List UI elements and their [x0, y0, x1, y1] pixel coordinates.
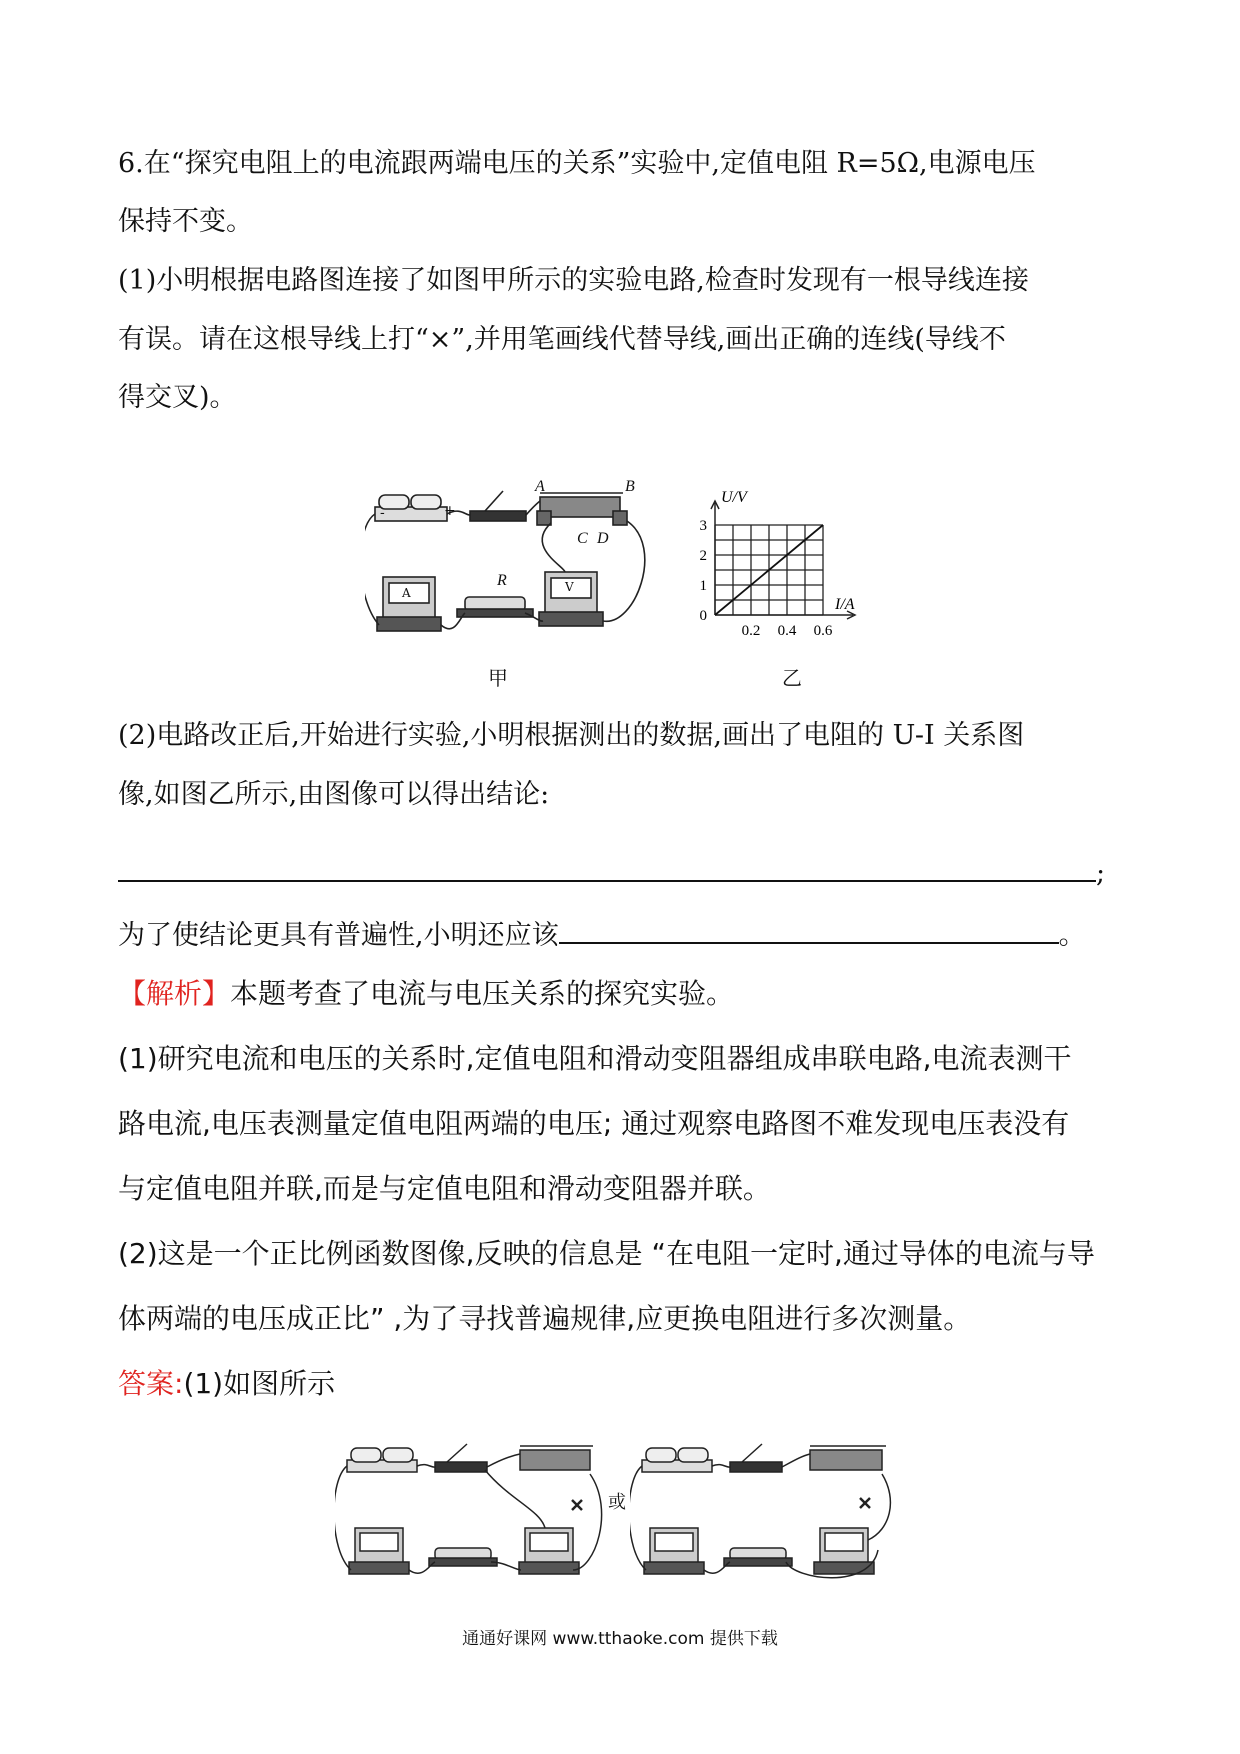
figure-jia-caption: 甲 [488, 666, 508, 690]
question-line-1: 6.在“探究电阻上的电流跟两端电压的关系”实验中,定值电阻 R=5Ω,电源电压 [118, 148, 1036, 179]
part1-line-1: (1)小明根据电路图连接了如图甲所示的实验电路,检查时发现有一根导线连接 [118, 265, 1029, 296]
part2-line-3-row [118, 912, 1086, 954]
x-axis-label: I/A [835, 596, 855, 613]
analysis-p1-line-2: 路电流,电压表测量定值电阻两端的电压; 通过观察电路图不难发现电压表没有 [118, 1107, 1070, 1140]
part1-line-2: 有误。请在这根导线上打“×”,并用笔画线代替导线,画出正确的连线(导线不 [118, 324, 1006, 355]
analysis-p1-line-1: (1)研究电流和电压的关系时,定值电阻和滑动变阻器组成串联电路,电流表测干 [118, 1042, 1072, 1075]
analysis-p2-line-2: 体两端的电压成正比” ,为了寻找普遍规律,应更换电阻进行多次测量。 [118, 1302, 972, 1335]
part2-line-1: (2)电路改正后,开始进行实验,小明根据测出的数据,画出了电阻的 U-I 关系图 [118, 720, 1025, 751]
x-tick-label: 0.4 [777, 623, 797, 639]
analysis-heading [118, 976, 734, 1012]
blank-2-end: 。 [1058, 920, 1086, 951]
answer-text: (1)如图所示 [183, 1367, 336, 1400]
question-line-2: 保持不变。 [118, 206, 253, 237]
rheostat-label-a: A [535, 478, 545, 495]
ammeter-label: A [402, 586, 411, 600]
answer-blank-1-row [118, 850, 1105, 892]
y-tick-label: 0 [699, 608, 707, 624]
analysis-tag: 【解析】 [118, 977, 231, 1010]
figure-jia-circuit [365, 487, 665, 657]
y-tick-label: 2 [699, 548, 707, 564]
rheostat-label-c: C [577, 530, 588, 547]
answer-blank-2[interactable] [559, 912, 1059, 944]
part1-line-3: 得交叉)。 [118, 382, 237, 413]
x-tick-label: 0.2 [741, 623, 761, 639]
rheostat-label-b: B [625, 478, 635, 495]
answer-or: 或 [608, 1492, 626, 1513]
resistor-label-r: R [497, 572, 507, 589]
battery-plus-label: + [444, 503, 456, 519]
figure-yi-chart [695, 487, 895, 652]
answer-heading [118, 1366, 335, 1402]
analysis-p1-line-3: 与定值电阻并联,而是与定值电阻和滑动变阻器并联。 [118, 1172, 771, 1205]
page-footer: 通通好课网 www.tthaoke.com 提供下载 [462, 1629, 778, 1649]
x-tick-label: 0.6 [813, 623, 833, 639]
voltmeter-label: V [565, 580, 574, 594]
analysis-p2-line-1: (2)这是一个正比例函数图像,反映的信息是 “在电阻一定时,通过导体的电流与导 [118, 1237, 1095, 1270]
part2-line-3: 为了使结论更具有普遍性,小明还应该 [118, 920, 559, 951]
y-tick-label: 3 [699, 518, 707, 534]
answer-tag: 答案: [118, 1367, 184, 1400]
y-axis-label: U/V [721, 489, 747, 506]
part2-line-2: 像,如图乙所示,由图像可以得出结论: [118, 779, 550, 810]
answer-circuit-1 [335, 1440, 610, 1590]
rheostat-label-d: D [597, 530, 609, 547]
answer-blank-1[interactable] [118, 850, 1096, 882]
battery-minus-label: - [380, 505, 385, 521]
analysis-intro: 本题考查了电流与电压关系的探究实验。 [230, 977, 735, 1010]
y-tick-label: 1 [699, 578, 707, 594]
answer-circuit-2 [630, 1440, 905, 1590]
figure-yi-caption: 乙 [782, 666, 802, 690]
blank-1-end: ; [1096, 858, 1106, 889]
